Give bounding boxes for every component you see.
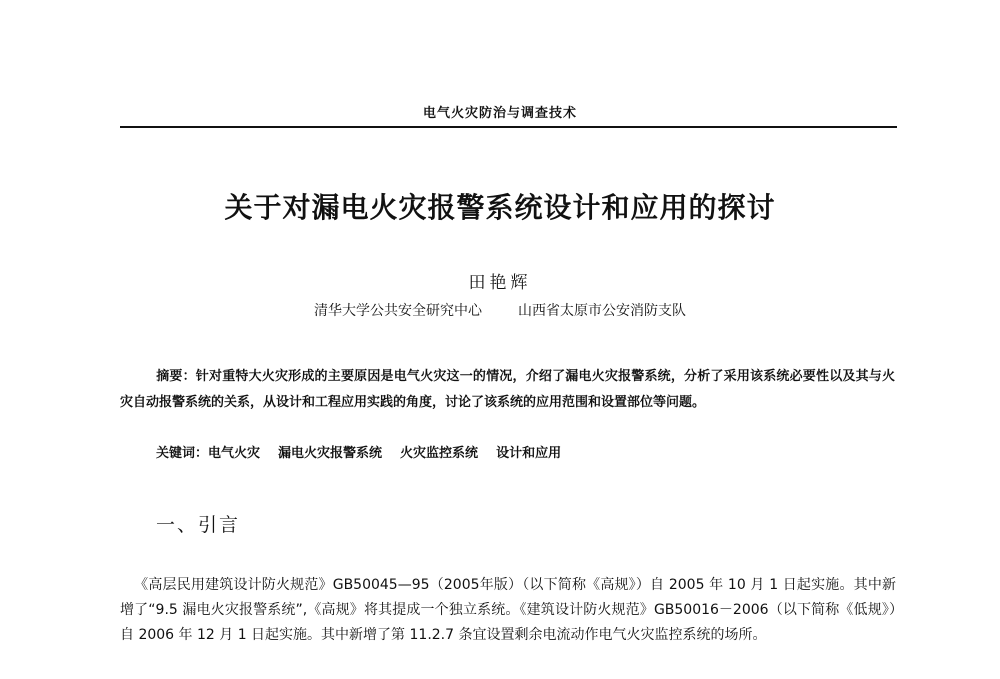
keyword: 设计和应用 xyxy=(496,446,562,461)
body-paragraph xyxy=(120,573,896,648)
abstract-text: 针对重特大火灾形成的主要原因是电气火灾这一的情况，介绍了漏电火灾报警系统，分析了采用该系统必要性以及其与火灾自动报警系统的关系，从设计和工程应用实践的角度，讨论了该系统的应用范围和设置部位等问题。 xyxy=(120,369,895,410)
abstract xyxy=(120,364,895,416)
keyword: 漏电火灾报警系统 xyxy=(278,446,383,461)
paragraph-text: 《高层民用建筑设计防火规范》GB50045—95（2005年版）（以下简称《高规》）自 2005 年 10 月 1 日起实施。其中新增了“9.5 漏电火灾报警系统”,《高规》将其提成一个独立系统。《建筑设计防火规范》GB50016－2006（以下简称《低规》）自 2006 年 12 月 1 日起实施。其中新增了第 11.2.7 条宜设置剩余电流动作电气火灾监控系统的场所。 xyxy=(120,577,896,643)
abstract-label: 摘要： xyxy=(156,369,196,384)
running-header: 电气火灾防治与调查技术 xyxy=(422,106,577,121)
affiliation-2: 山西省太原市公安消防支队 xyxy=(518,303,686,319)
section-heading: 一、引言 xyxy=(156,514,241,536)
header-rule xyxy=(120,126,897,128)
article-title: 关于对漏电火灾报警系统设计和应用的探讨 xyxy=(224,191,776,224)
keywords xyxy=(156,442,896,461)
affiliations xyxy=(0,300,1000,320)
keywords-label: 关键词： xyxy=(156,446,209,461)
keyword: 电气火灾 xyxy=(208,446,261,461)
affiliation-1: 清华大学公共安全研究中心 xyxy=(314,303,482,319)
author-name: 田艳辉 xyxy=(468,273,532,293)
keyword: 火灾监控系统 xyxy=(400,446,479,461)
